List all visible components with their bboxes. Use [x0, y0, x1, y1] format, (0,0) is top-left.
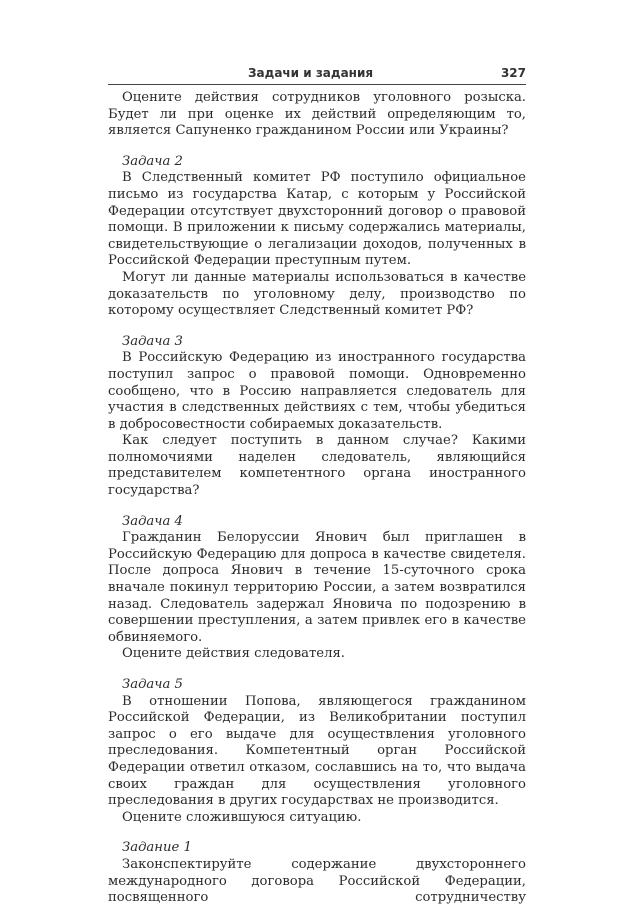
paragraph: Гражданин Белоруссии Янович был приглашен в Российскую Федерацию для допроса в качестве свидетеля. После допроса Янович в течение 15-суточного срока вначале покинул территорию России, а затем возвратился назад. Следователь задержал Яновича по подозрению в совершении преступления, а затем привлек его в качестве обвиняемого. — [108, 530, 526, 645]
paragraph: Законспектируйте содержание двухстороннего международного договора Российской Федерации, посвященного сотрудничеству — [108, 856, 526, 906]
page-body — [108, 90, 526, 907]
paragraph: Оцените сложившуюся ситуацию. — [122, 809, 362, 825]
paragraph: В Следственный комитет РФ поступило официальное письмо из государства Катар, с которым у Российской Федерации отсутствует двухсторонний договор о правовой помощи. В приложении к письму содержались материалы, свидетельствующие о легализации доходов, полученных в Российской Федерации преступным путем. — [108, 170, 526, 269]
task-heading: Задача 5 — [122, 677, 183, 692]
paragraph: Как следует поступить в данном случае? Какими полномочиями наделен следователь, являющийся представителем компетентного органа иностранного государства? — [108, 433, 526, 499]
header-rule — [108, 84, 526, 85]
task-heading: Задача 3 — [122, 333, 183, 349]
page-number: 327 — [500, 66, 526, 80]
paragraph: Оцените действия сотрудников уголовного розыска. Будет ли при оценке их действий определяющим то, является Сапуненко гражданином России или Украины? — [108, 90, 526, 139]
task-heading: Задача 4 — [122, 513, 183, 529]
task-heading: Задача 2 — [122, 153, 183, 169]
paragraph: В Российскую Федерацию из иностранного государства поступил запрос о правовой помощи. Одновременно сообщено, что в Россию направляется следователь для участия в следственных действиях с тем, чтобы убедиться в добросовестности собираемых доказательств. — [108, 350, 526, 432]
running-header — [108, 63, 526, 81]
paragraph: Могут ли данные материалы использоваться в качестве доказательств по уголовному делу, производство по которому осуществляет Следственный комитет РФ? — [108, 269, 526, 319]
paragraph: Оцените действия следователя. — [122, 646, 345, 662]
running-header-title: Задачи и задания — [248, 66, 374, 80]
paragraph: В отношении Попова, являющегося гражданином Российской Федерации, из Великобритании поступил запрос о его выдаче для осуществления уголовного преследования. Компетентный орган Российской Федерации ответил отказом, сославшись на то, что выдача своих граждан для осуществления уголовного преследования в других государствах не производится. — [108, 693, 526, 809]
task-heading: Задание 1 — [122, 840, 192, 856]
